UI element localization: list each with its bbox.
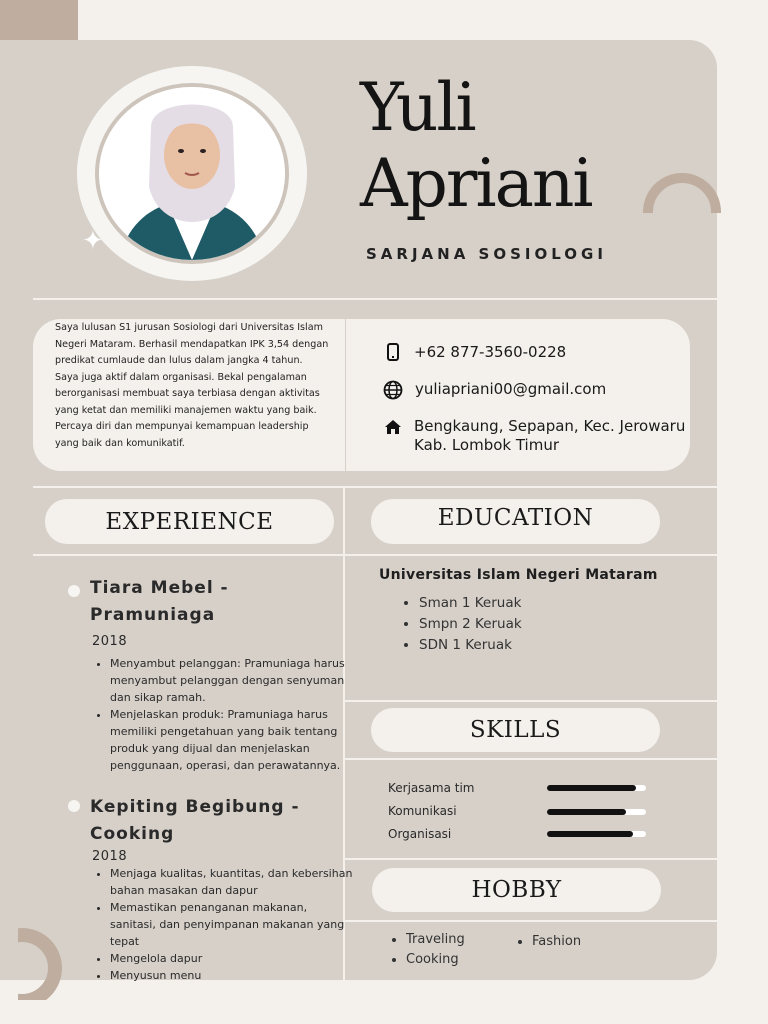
skill-label: Komunikasi <box>388 804 457 818</box>
phone-icon <box>384 343 402 361</box>
list-item: • Menjaga kualitas, kuantitas, dan kebersihan bahan masakan dan dapur <box>110 865 355 899</box>
experience-duties <box>92 655 355 774</box>
list-item: • Smpn 2 Keruak <box>419 614 522 635</box>
experience-title: Tiara Mebel - Pramuniaga <box>90 578 229 625</box>
timeline-dot <box>68 800 80 812</box>
address-line-2: Kab. Lombok Timur <box>414 436 560 454</box>
hobby-heading: HOBBY <box>372 868 661 912</box>
skill-bar <box>547 785 646 791</box>
portrait-image <box>99 87 285 260</box>
full-name <box>360 70 592 222</box>
job-title: SARJANA SOSIOLOGI <box>366 245 607 263</box>
skill-bar-fill <box>547 809 626 815</box>
education-list <box>403 593 522 656</box>
phone-number: +62 877-3560-0228 <box>414 343 567 361</box>
divider <box>33 486 717 488</box>
skill-bar-fill <box>547 831 633 837</box>
divider <box>345 758 717 760</box>
divider <box>345 858 717 860</box>
skill-bar-fill <box>547 785 636 791</box>
list-item: • Menyambut pelanggan: Pramuniaga harus menyambut pelanggan dengan senyuman dan sikap ramah. <box>110 655 355 706</box>
contact-email[interactable] <box>384 380 606 400</box>
list-item: • Memastikan penanganan makanan, sanitasi, dan penyimpanan makanan yang tepat <box>110 899 355 950</box>
divider <box>33 554 717 556</box>
contact-address <box>384 417 685 455</box>
hobby-list <box>516 932 581 952</box>
hobby-list <box>390 930 465 970</box>
list-item: • SDN 1 Keruak <box>419 635 522 656</box>
experience-year: 2018 <box>92 849 128 864</box>
skill-bar <box>547 809 646 815</box>
education-school: Universitas Islam Negeri Mataram <box>379 567 658 583</box>
list-item: • Traveling <box>406 930 465 950</box>
skill-label: Kerjasama tim <box>388 781 475 795</box>
list-item: • Cooking <box>406 950 465 970</box>
sparkle-icon: ✦ <box>82 226 104 256</box>
list-item: • Sman 1 Keruak <box>419 593 522 614</box>
experience-title: Kepiting Begibung - Cooking <box>90 797 300 844</box>
about-text <box>55 320 335 452</box>
address-line-1: Bengkaung, Sepapan, Kec. Jerowaru <box>414 417 686 435</box>
about-paragraph-2: Saya juga aktif dalam organisasi. Bekal pengalaman berorganisasi membuat saya terbiasa dengan aktivitas yang ketat dan memiliki manajemen waktu yang baik. Percaya diri dan mempunyai kemampuan leadership yang baik dan komunikatif. <box>55 371 320 449</box>
experience-heading: EXPERIENCE <box>45 499 334 544</box>
contact-phone[interactable] <box>384 343 566 361</box>
list-item: • Menyusun menu <box>110 967 355 984</box>
divider <box>345 700 717 702</box>
email-address: yuliapriani00@gmail.com <box>415 380 607 398</box>
profile-photo <box>95 83 289 264</box>
globe-icon <box>383 380 403 400</box>
list-item: • Fashion <box>532 932 581 952</box>
about-paragraph-1: Saya lulusan S1 jurusan Sosiologi dari Universitas Islam Negeri Mataram. Berhasil mendapatkan IPK 3,54 dengan predikat cumlaude dan lulus dalam jangka 4 tahun. <box>55 322 329 366</box>
list-item: • Mengelola dapur <box>110 950 355 967</box>
divider <box>345 920 717 922</box>
timeline-dot <box>68 585 80 597</box>
divider <box>33 298 717 300</box>
skill-label: Organisasi <box>388 827 452 841</box>
first-name: Yuli <box>360 69 475 146</box>
about-divider <box>345 319 346 471</box>
decor-arc-right <box>643 173 721 213</box>
home-icon <box>384 418 402 436</box>
skill-bar <box>547 831 646 837</box>
experience-duties <box>92 865 355 984</box>
list-item: • Menjelaskan produk: Pramuniaga harus memiliki pengetahuan yang baik tentang produk yang dijual dan menjelaskan penggunaan, operasi, dan perawatannya. <box>110 706 355 774</box>
skills-heading: SKILLS <box>371 708 660 752</box>
education-heading: EDUCATION <box>371 499 660 544</box>
experience-year: 2018 <box>92 634 128 649</box>
last-name: Apriani <box>360 145 592 222</box>
decor-arc-left <box>18 928 68 1000</box>
